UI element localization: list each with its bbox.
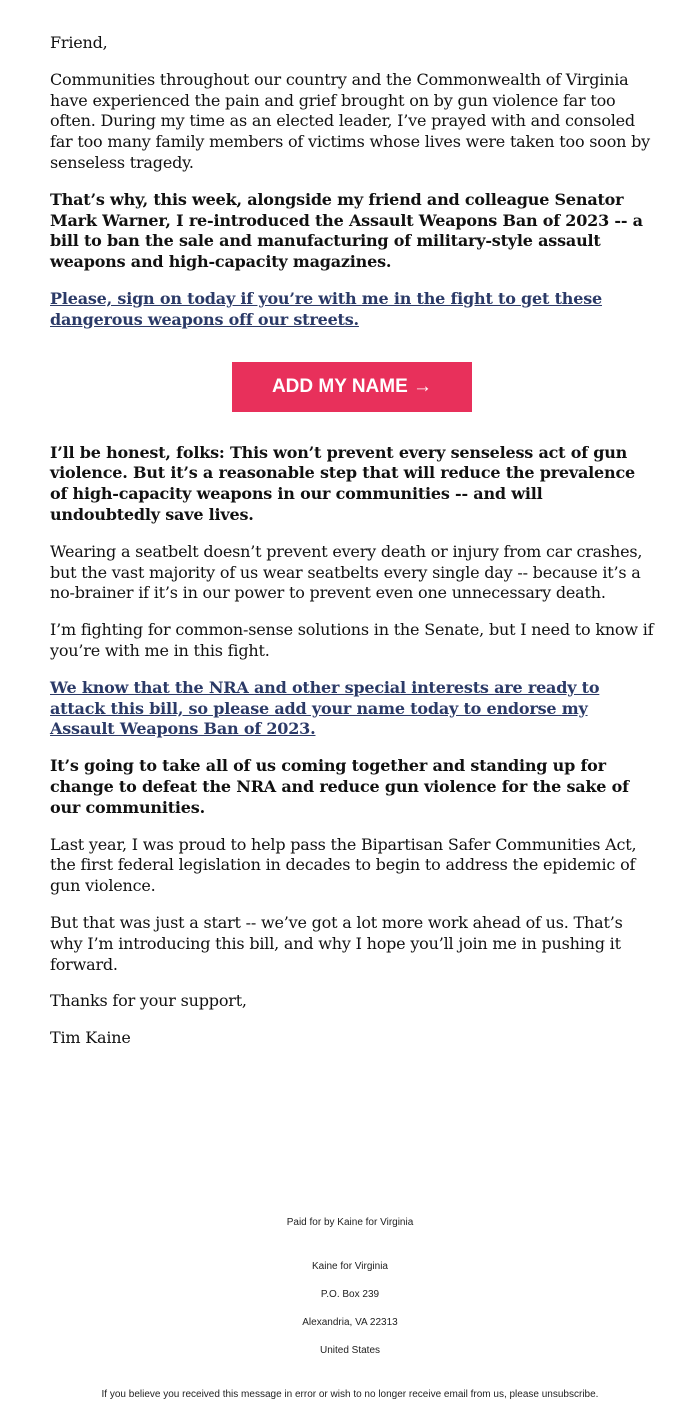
honest-paragraph: I’ll be honest, folks: This won’t prevent every senseless act of gun violence. But it’s a reasonable step that will reduce the prevalence of high-capacity weapons in our communities -- and will undoubtedly save lives. [50,442,635,524]
footer-org-name: Kaine for Virginia [312,1261,388,1272]
paid-for-disclaimer: Paid for by Kaine for Virginia [286,1217,414,1228]
signature: Tim Kaine [50,1028,131,1048]
endorse-link-paragraph [50,678,654,740]
footer-country: United States [319,1345,381,1356]
seatbelt-paragraph: Wearing a seatbelt doesn’t prevent every death or injury from car crashes, but the vast majority of us wear seatbelts every single day -- because it’s a no-brainer if it’s in our power to prevent even one unnecessary death. [50,541,643,603]
work-ahead-paragraph: But that was just a start -- we’ve got a lot more work ahead of us. That’s why I’m introducing this bill, and why I hope you’ll join me in pushing it forward. [50,912,623,974]
add-my-name-button[interactable]: ADD MY NAME → [232,362,472,412]
unsubscribe-notice: If you believe you received this message in error or wish to no longer receive email from us, please unsubscribe. [101,1389,599,1400]
footer-po-box: P.O. Box 239 [320,1289,380,1300]
senate-paragraph: I’m fighting for common-sense solutions in the Senate, but I need to know if you’re with me in this fight. [50,620,654,660]
endorse-link[interactable]: We know that the NRA and other special interests are ready to attack this bill, so please add your name today to endorse my Assault Weapons Ban of 2023. [50,677,600,739]
sign-on-link[interactable]: Please, sign on today if you’re with me in the fight to get these dangerous weapons off our streets. [50,288,602,329]
cta-container [50,362,654,412]
last-year-paragraph: Last year, I was proud to help pass the Bipartisan Safer Communities Act, the first federal legislation in decades to begin to address the epidemic of gun violence. [50,834,637,896]
bill-announcement-paragraph: That’s why, this week, alongside my friend and colleague Senator Mark Warner, I re-introduced the Assault Weapons Ban of 2023 -- a bill to ban the sale and manufacturing of military-style assault weapons and high-capacity magazines. [50,189,643,272]
greeting: Friend, [50,33,108,52]
sign-on-link-paragraph [50,289,654,331]
email-body [50,33,654,1065]
intro-paragraph: Communities throughout our country and the Commonwealth of Virginia have experienced the pain and grief brought on by gun violence far too often. During my time as an elected leader, I’ve prayed with and consoled far too many family members of victims whose lives were taken too soon by senseless tragedy. [50,69,651,172]
closing: Thanks for your support, [50,991,247,1011]
coming-together-paragraph: It’s going to take all of us coming together and standing up for change to defeat the NRA and reduce gun violence for the sake of our communities. [50,756,629,817]
footer-city: Alexandria, VA 22313 [302,1317,398,1328]
